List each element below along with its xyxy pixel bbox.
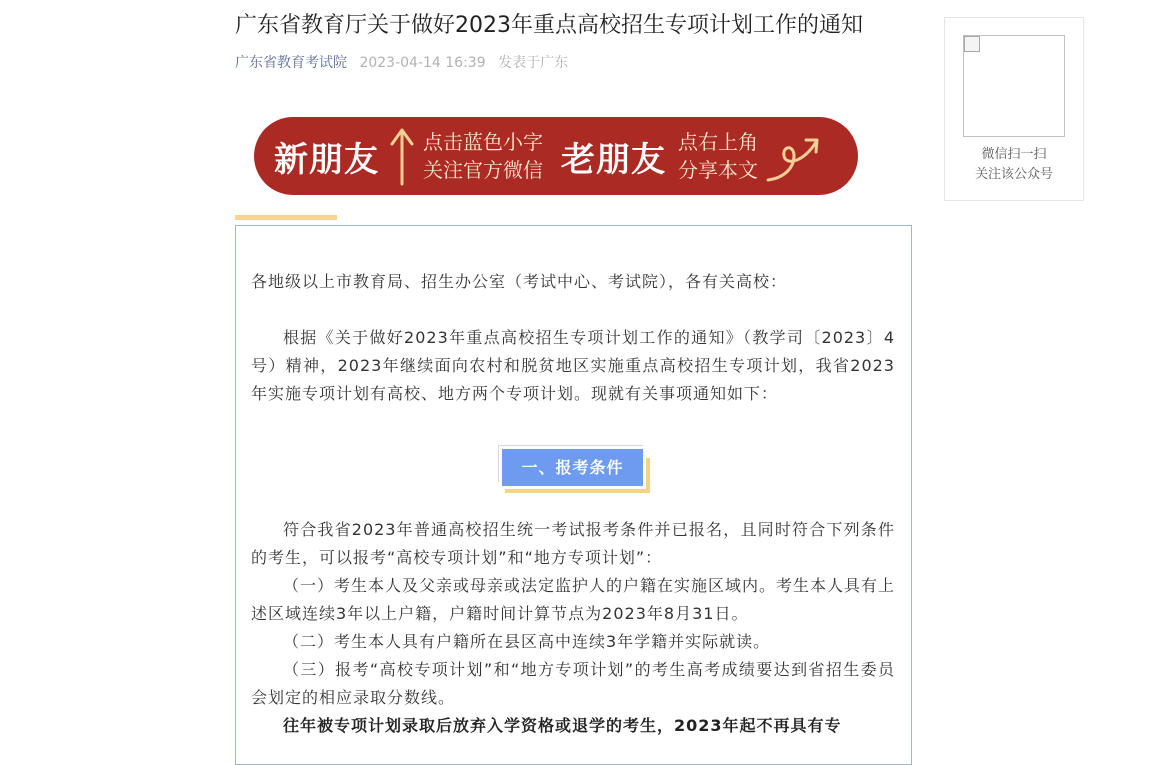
qr-caption — [945, 145, 1083, 185]
condition-item-3: （三）报考“高校专项计划”和“地方专项计划”的考生高考成绩要达到省招生委员会划定的相应录取分数线。 — [251, 660, 895, 707]
qr-code-panel — [944, 17, 1084, 201]
qr-caption-line2: 关注该公众号 — [974, 167, 1053, 182]
article-content — [235, 225, 912, 765]
old-friend-message-line2: 分享本文 — [678, 158, 758, 182]
new-friend-message — [423, 128, 543, 184]
greeting-paragraph: 各地级以上市教育局、招生办公室（考试中心、考试院），各有关高校： — [251, 272, 788, 291]
follow-banner — [254, 117, 858, 195]
new-friend-message-line1: 点击蓝色小字 — [423, 130, 543, 154]
section1-intro: 符合我省2023年普通高校招生统一考试报考条件并已报名，且同时符合下列条件的考生，可以报考“高校专项计划”和“地方专项计划”： — [251, 520, 895, 567]
qr-code-image — [963, 35, 1065, 137]
publish-location: 发表于广东 — [498, 55, 569, 71]
condition-item-2: （二）考生本人具有户籍所在县区高中连续3年学籍并实际就读。 — [283, 632, 771, 651]
new-friend-label: 新朋友 — [274, 139, 379, 180]
intro-paragraph: 根据《关于做好2023年重点高校招生专项计划工作的通知》（教学司〔2023〕4号）精神，2023年继续面向农村和脱贫地区实施重点高校招生专项计划，我省2023年实施专项计划有高校、地方两个专项计划。现就有关事项通知如下： — [251, 328, 895, 403]
section-heading-label: 一、报考条件 — [502, 449, 643, 486]
bold-note: 往年被专项计划录取后放弃入学资格或退学的考生，2023年起不再具有专 — [283, 716, 842, 735]
qr-caption-line1: 微信扫一扫 — [981, 147, 1047, 162]
publish-date: 2023-04-14 16:39 — [359, 55, 486, 71]
arrow-up-icon — [387, 126, 417, 186]
decorative-divider — [235, 215, 337, 220]
new-friend-message-line2: 关注官方微信 — [423, 158, 543, 182]
old-friend-message-line1: 点右上角 — [678, 130, 758, 154]
old-friend-label: 老朋友 — [561, 139, 666, 180]
condition-item-1: （一）考生本人及父亲或母亲或法定监护人的户籍在实施区域内。考生本人具有上述区域连续3年以上户籍，户籍时间计算节点为2023年8月31日。 — [251, 576, 896, 623]
account-name-link[interactable]: 广东省教育考试院 — [235, 55, 347, 71]
article-meta — [235, 53, 568, 73]
curved-arrow-icon — [764, 128, 824, 184]
article-title: 广东省教育厅关于做好2023年重点高校招生专项计划工作的通知 — [235, 13, 863, 38]
section-heading — [251, 444, 895, 504]
old-friend-message — [678, 128, 758, 184]
broken-image-icon — [964, 36, 980, 52]
